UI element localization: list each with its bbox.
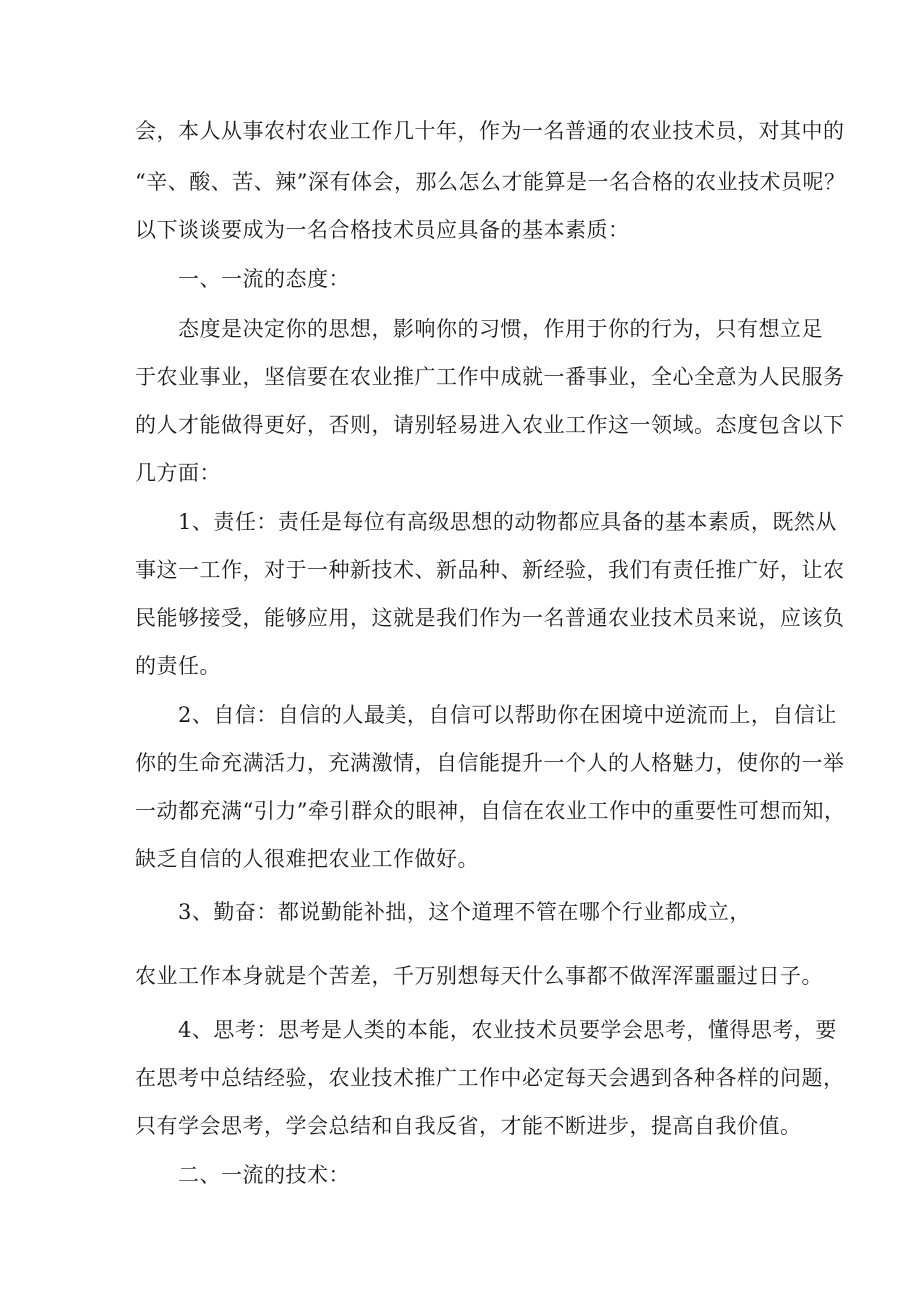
paragraph-line: 几方面： xyxy=(135,461,221,485)
paragraph-line: “辛、酸、苦、辣”深有体会，那么怎么才能算是一名合格的农业技术员呢？ xyxy=(135,170,846,194)
paragraph-line: 只有学会思考，学会总结和自我反省，才能不断进步，提高自我价值。 xyxy=(135,1114,802,1138)
paragraph-line: 会，本人从事农村农业工作几十年，作为一名普通的农业技术员，对其中的 xyxy=(135,119,845,143)
section-heading: 一、一流的态度： xyxy=(178,267,350,291)
paragraph-line: 缺乏自信的人很难把农业工作做好。 xyxy=(135,847,479,871)
paragraph-line: 2、自信：自信的人最美，自信可以帮助你在困境中逆流而上，自信让 xyxy=(178,703,837,727)
paragraph-line: 你的生命充满活力，充满激情，自信能提升一个人的人格魅力，使你的一举 xyxy=(135,751,845,775)
paragraph-line: 于农业事业，坚信要在农业推广工作中成就一番事业，全心全意为人民服务 xyxy=(135,365,845,389)
paragraph-line: 的人才能做得更好，否则，请别轻易进入农业工作这一领域。态度包含以下 xyxy=(135,413,845,437)
paragraph-line: 4、思考：思考是人类的本能，农业技术员要学会思考，懂得思考，要 xyxy=(178,1018,837,1042)
paragraph-line: 的责任。 xyxy=(135,654,221,678)
paragraph-line: 农业工作本身就是个苦差，千万别想每天什么事都不做浑浑噩噩过日子。 xyxy=(135,964,823,988)
paragraph-line: 事这一工作，对于一种新技术、新品种、新经验，我们有责任推广好，让农 xyxy=(135,558,845,582)
paragraph-line: 一动都充满“引力”牵引群众的眼神，自信在农业工作中的重要性可想而知， xyxy=(135,799,846,823)
paragraph-line: 民能够接受，能够应用，这就是我们作为一名普通农业技术员来说，应该负 xyxy=(135,606,845,630)
paragraph-line: 态度是决定你的思想，影响你的习惯，作用于你的行为，只有想立足 xyxy=(178,317,823,341)
paragraph-line: 以下谈谈要成为一名合格技术员应具备的基本素质： xyxy=(135,218,630,242)
paragraph-line: 1、责任：责任是每位有高级思想的动物都应具备的基本素质，既然从 xyxy=(178,510,837,534)
paragraph-line: 3、勤奋：都说勤能补拙，这个道理不管在哪个行业都成立， xyxy=(178,900,751,924)
paragraph-line: 在思考中总结经验，农业技术推广工作中必定每天会遇到各种各样的问题， xyxy=(135,1066,845,1090)
section-heading: 二、一流的技术： xyxy=(178,1163,350,1187)
